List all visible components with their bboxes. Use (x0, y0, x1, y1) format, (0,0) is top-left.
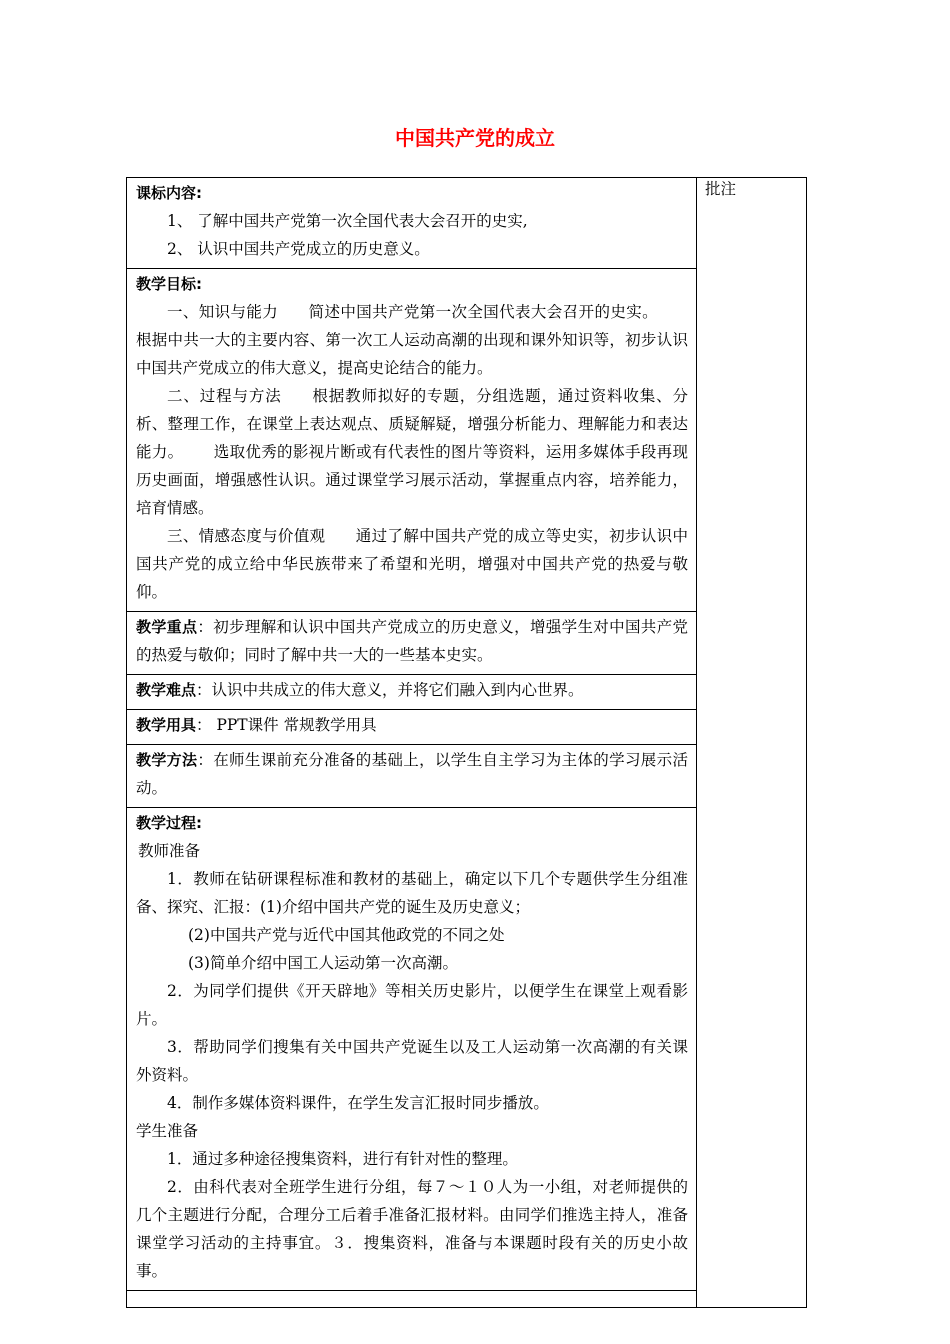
tools-paragraph (136, 711, 688, 739)
blank-cell (127, 1291, 697, 1308)
standards-label: 课标内容: (136, 184, 202, 202)
objective-knowledge-title: 一、知识与能力 (167, 303, 279, 321)
difficulties-label: 教学难点 (136, 681, 197, 699)
objective-knowledge (136, 298, 688, 382)
standards-row (127, 178, 807, 269)
teacher-step-3: 3．帮助同学们搜集有关中国共产党诞生以及工人运动第一次高潮的有关课外资料。 (136, 1038, 688, 1084)
key-points-paragraph (136, 613, 688, 669)
tools-label: 教学用具 (136, 716, 197, 734)
methods-paragraph (136, 746, 688, 802)
objectives-cell (127, 269, 697, 612)
teacher-step-1-sub: (2)中国共产党与近代中国其他政党的不同之处 (188, 926, 505, 944)
standards-cell (127, 178, 697, 269)
teacher-step-1: 1．教师在钻研课程标准和教材的基础上，确定以下几个专题供学生分组准备、探究、汇报：(1)介绍中国共产党的诞生及历史意义； (136, 870, 688, 916)
key-points-label: 教学重点 (136, 618, 198, 636)
key-points-cell (127, 612, 697, 675)
objective-emotion-text: 通过了解中国共产党的成立等史实，初步认识中国共产党的成立给中华民族带来了希望和光明，增强对中国共产党的热爱与敬仰。 (136, 527, 688, 601)
annotation-column (697, 178, 807, 1308)
objective-process (136, 382, 688, 522)
objective-process-text-2: 选取优秀的影视片断或有代表性的图片等资料，运用多媒体手段再现历史画面，增强感性认识。通过课堂学习展示活动，掌握重点内容，培养能力，培育情感。 (136, 443, 688, 517)
standard-item: 1、 了解中国共产党第一次全国代表大会召开的史实, (167, 212, 528, 230)
objective-emotion-title: 三、情感态度与价值观 (167, 527, 326, 545)
methods-label: 教学方法 (136, 751, 198, 769)
objective-emotion (136, 522, 688, 606)
teacher-prep-title: 教师准备 (138, 842, 201, 860)
difficulties-text: ：认识中共成立的伟大意义，并将它们融入到内心世界。 (196, 681, 584, 699)
methods-text: ：在师生课前充分准备的基础上，以学生自主学习为主体的学习展示活动。 (136, 751, 688, 797)
page-title: 中国共产党的成立 (395, 126, 555, 150)
teacher-step-2: 2．为同学们提供《开天辟地》等相关历史影片，以便学生在课堂上观看影片。 (136, 982, 688, 1028)
annotation-header: 批注 (705, 180, 737, 198)
objective-process-title: 二、过程与方法 (167, 387, 282, 405)
tools-cell (127, 710, 697, 745)
objective-process-text: 根据教师拟好的专题，分组选题，通过资料收集、分析、整理工作，在课堂上表达观点、质疑解疑，增强分析能力、理解能力和表达能力。 (136, 387, 688, 461)
standard-item: 2、 认识中国共产党成立的历史意义。 (167, 240, 430, 258)
student-prep-title: 学生准备 (136, 1122, 199, 1140)
student-step-1: 1．通过多种途径搜集资料，进行有针对性的整理。 (167, 1150, 518, 1168)
process-cell (127, 808, 697, 1291)
objective-knowledge-text-2: 根据中共一大的主要内容、第一次工人运动高潮的出现和课外知识等，初步认识中国共产党成立的伟大意义，提高史论结合的能力。 (136, 331, 688, 377)
lesson-plan-table (126, 177, 807, 1308)
difficulties-paragraph (136, 676, 688, 704)
teacher-step-4: 4．制作多媒体资料课件，在学生发言汇报时同步播放。 (167, 1094, 549, 1112)
difficulties-cell (127, 675, 697, 710)
methods-cell (127, 745, 697, 808)
student-step-2: 2．由科代表对全班学生进行分组，每７～１０人为一小组，对老师提供的几个主题进行分配，合理分工后着手准备汇报材料。由同学们推选主持人，准备课堂学习活动的主持事宜。３．搜集资料，准备与本课题时段有关的历史小故事。 (136, 1178, 688, 1280)
objective-knowledge-text: 简述中国共产党第一次全国代表大会召开的史实。 (308, 303, 658, 321)
process-label: 教学过程: (136, 814, 202, 832)
key-points-text: ：初步理解和认识中国共产党成立的历史意义，增强学生对中国共产党的热爱与敬仰；同时了解中共一大的一些基本史实。 (136, 618, 688, 664)
objectives-label: 教学目标: (136, 275, 202, 293)
teacher-step-1-sub: (3)简单介绍中国工人运动第一次高潮。 (188, 954, 458, 972)
tools-text: ： PPT课件 常规教学用具 (196, 716, 377, 734)
